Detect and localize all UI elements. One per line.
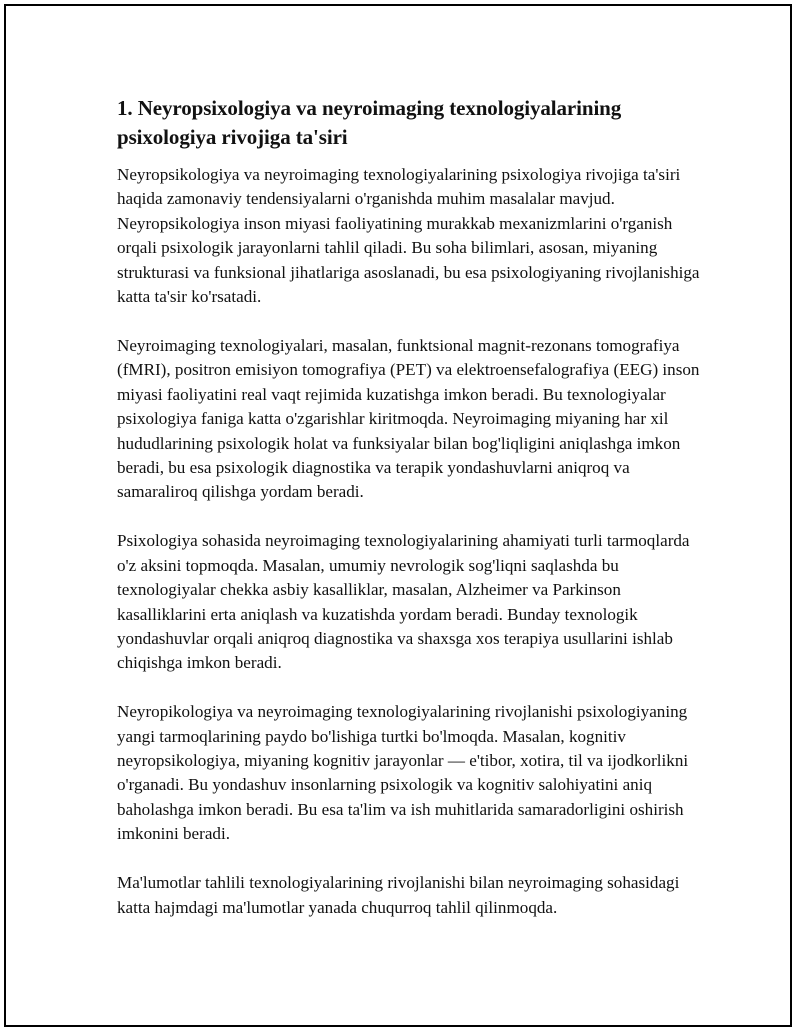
paragraph-4: Neyropikologiya va neyroimaging texnologiyalarining rivojlanishi psixologiyaning yangi tarmoqlarining paydo bo'lishiga turtki bo'lmoqda. Masalan, kognitiv neyropsikologiya, miyaning kognitiv jarayonlar — e'tibor, xotira, til va ijodkorlikni o'rganadi. Bu yondashuv insonlarning psixologik va kognitiv salohiyatini aniq baholashga imkon beradi. Bu esa ta'lim va ish muhitlarida samaradorligini oshirish imkonini beradi.: [117, 702, 689, 844]
paragraph-1: Neyropsikologiya va neyroimaging texnologiyalarining psixologiya rivojiga ta'siri haqida zamonaviy tendensiyalarni o'rganishda muhim masalalar mavjud. Neyropsikologiya inson miyasi faoliyatining murakkab mexanizmlarini o'rganish orqali psixologik jarayonlarni tahlil qiladi. Bu soha bilimlari, asosan, miyaning strukturasi va funksional jihatlariga asoslanadi, bu esa psixologiyaning rivojlanishiga katta ta'sir ko'rsatadi.: [117, 165, 700, 307]
paragraph-5: Ma'lumotlar tahlili texnologiyalarining rivojlanishi bilan neyroimaging sohasidagi katta hajmdagi ma'lumotlar yanada chuqurroq tahlil qilinmoqda.: [117, 873, 680, 917]
paragraph-3: Psixologiya sohasida neyroimaging texnologiyalarining ahamiyati turli tarmoqlarda o'z aksini topmoqda. Masalan, umumiy nevrologik sog'liqni saqlashda bu texnologiyalar chekka asbiy kasalliklar, masalan, Alzheimer va Parkinson kasalliklarini erta aniqlash va kuzatishda yordam beradi. Bunday texnologik yondashuvlar orqali aniqroq diagnostika va shaxsga xos terapiya usullarini ishlab chiqishga imkon beradi.: [117, 531, 690, 673]
document-body: [117, 94, 702, 944]
paragraph-2: Neyroimaging texnologiyalari, masalan, funktsional magnit-rezonans tomografiya (fMRI), positron emisiyon tomografiya (PET) va elektroensefalografiya (EEG) inson miyasi faoliyatini real vaqt rejimida kuzatishga imkon beradi. Bu texnologiyalar psixologiya faniga katta o'zgarishlar kiritmoqda. Neyroimaging miyaning har xil hududlarining psixologik holat va funksiyalar bilan bog'liqligini aniqlashga imkon beradi, bu esa psixologik diagnostika va terapik yondashuvlarni aniqroq va samaraliroq qilishga yordam beradi.: [117, 335, 700, 502]
section-heading: 1. Neyropsixologiya va neyroimaging texnologiyalarining psixologiya rivojiga ta'siri: [117, 96, 622, 149]
